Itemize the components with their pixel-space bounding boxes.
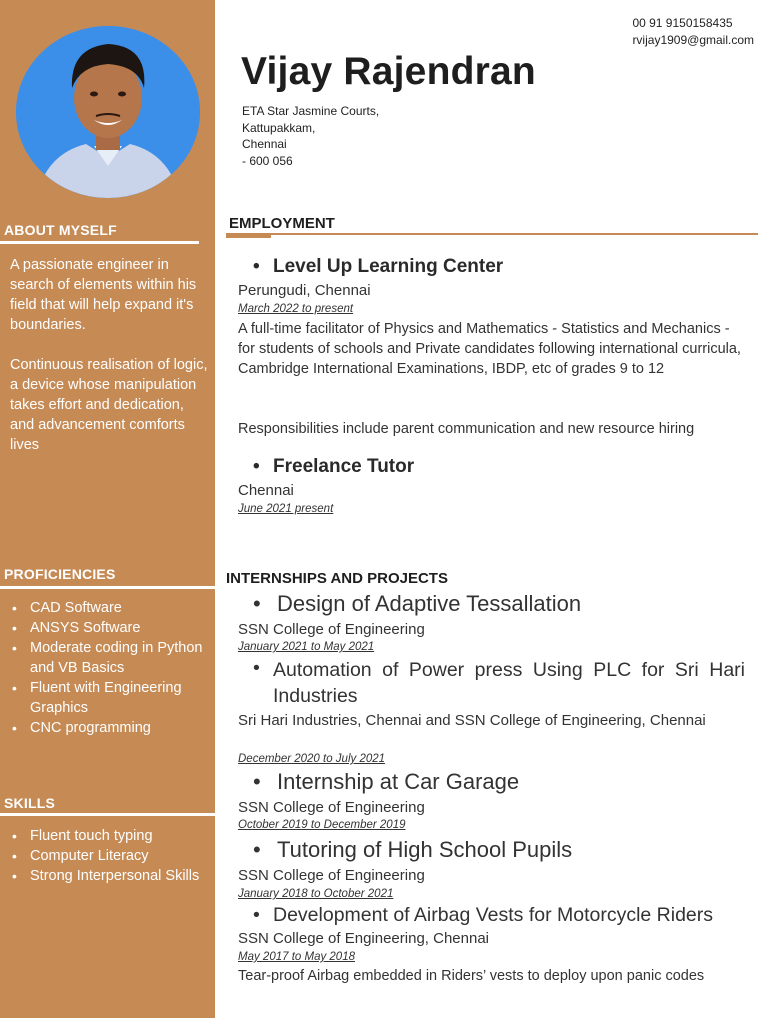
project-title	[255, 591, 581, 617]
project-title-text: Design of Adaptive Tessallation	[277, 591, 582, 616]
employment-heading: EMPLOYMENT	[229, 215, 335, 232]
project-title	[255, 837, 572, 863]
about-divider	[0, 241, 199, 244]
job-responsibilities: Responsibilities include parent communication and new resource hiring	[238, 421, 695, 437]
proficiencies-divider	[0, 586, 215, 589]
about-paragraph-2: Continuous realisation of logic, a device whose manipulation takes effort and dedication, and advancement comforts lives	[10, 357, 208, 454]
project-dates: January 2021 to May 2021	[238, 641, 375, 653]
job-title	[255, 456, 414, 478]
phone-number: 00 91 9150158435	[632, 16, 733, 30]
candidate-name: Vijay Rajendran	[241, 50, 536, 93]
job-dates: June 2021 present	[238, 503, 334, 515]
proficiencies-list	[10, 598, 210, 738]
project-description: Tear-proof Airbag embedded in Riders’ vests to deploy upon panic codes	[238, 968, 705, 984]
projects-heading: INTERNSHIPS AND PROJECTS	[226, 570, 448, 587]
postal-address	[242, 103, 379, 169]
skills-list	[10, 826, 210, 886]
list-item: • Computer Literacy	[10, 846, 210, 866]
project-dates: May 2017 to May 2018	[238, 951, 355, 963]
project-title-text: Tutoring of High School Pupils	[277, 837, 573, 862]
email-address: rvijay1909@gmail.com	[632, 33, 754, 47]
project-org: Sri Hari Industries, Chennai and SSN College of Engineering, Chennai	[238, 712, 706, 729]
employment-divider	[226, 233, 758, 235]
project-org: SSN College of Engineering, Chennai	[238, 930, 489, 947]
project-dates: December 2020 to July 2021	[238, 753, 386, 765]
list-item: • CNC programming	[10, 718, 210, 738]
job-location: Perungudi, Chennai	[238, 282, 371, 299]
project-title-text: Development of Airbag Vests for Motorcycle Riders	[273, 904, 714, 926]
list-item: • Fluent with Engineering Graphics	[10, 678, 210, 718]
address-line: Chennai	[242, 137, 287, 151]
about-paragraph-1: A passionate engineer in search of elements within his field that will help expand it's boundaries.	[10, 257, 197, 334]
list-item: • Fluent touch typing	[10, 826, 210, 846]
project-title-text: Internship at Car Garage	[277, 769, 520, 794]
list-item: • Moderate coding in Python and VB Basics	[10, 638, 210, 678]
proficiencies-heading: PROFICIENCIES	[4, 566, 116, 582]
job-description: A full-time facilitator of Physics and Mathematics - Statistics and Mechanics - for students of schools and Private candidates following international curricula, Cambridge International Examinations, IBDP, etc of grades 9 to 12	[238, 321, 741, 377]
job-title-text: Freelance Tutor	[273, 456, 415, 477]
job-dates: March 2022 to present	[238, 303, 354, 315]
list-item: • CAD Software	[10, 598, 210, 618]
project-org: SSN College of Engineering	[238, 799, 425, 816]
portrait-image	[16, 26, 200, 198]
project-title-text: Automation of Power press Using PLC for Sri Hari Industries	[273, 659, 745, 707]
address-line: - 600 056	[242, 153, 293, 168]
list-item: • ANSYS Software	[10, 618, 210, 638]
employment-divider-accent	[226, 233, 271, 238]
project-dates: January 2018 to October 2021	[238, 888, 394, 900]
skills-heading: SKILLS	[4, 795, 55, 811]
skills-divider	[0, 813, 215, 816]
project-title	[255, 904, 713, 927]
project-title	[255, 657, 745, 709]
address-line: Kattupakkam,	[242, 120, 316, 135]
about-heading: ABOUT MYSELF	[4, 222, 117, 238]
job-title	[255, 256, 503, 278]
profile-photo	[16, 26, 200, 198]
project-org: SSN College of Engineering	[238, 867, 425, 884]
contact-info	[632, 15, 754, 49]
address-line: ETA Star Jasmine Courts,	[242, 104, 380, 118]
list-item: • Strong Interpersonal Skills	[10, 866, 210, 886]
sidebar	[0, 0, 215, 1018]
project-org: SSN College of Engineering	[238, 621, 425, 638]
job-location: Chennai	[238, 482, 294, 499]
project-title	[255, 769, 519, 795]
project-dates: October 2019 to December 2019	[238, 819, 406, 831]
job-title-text: Level Up Learning Center	[273, 256, 504, 277]
